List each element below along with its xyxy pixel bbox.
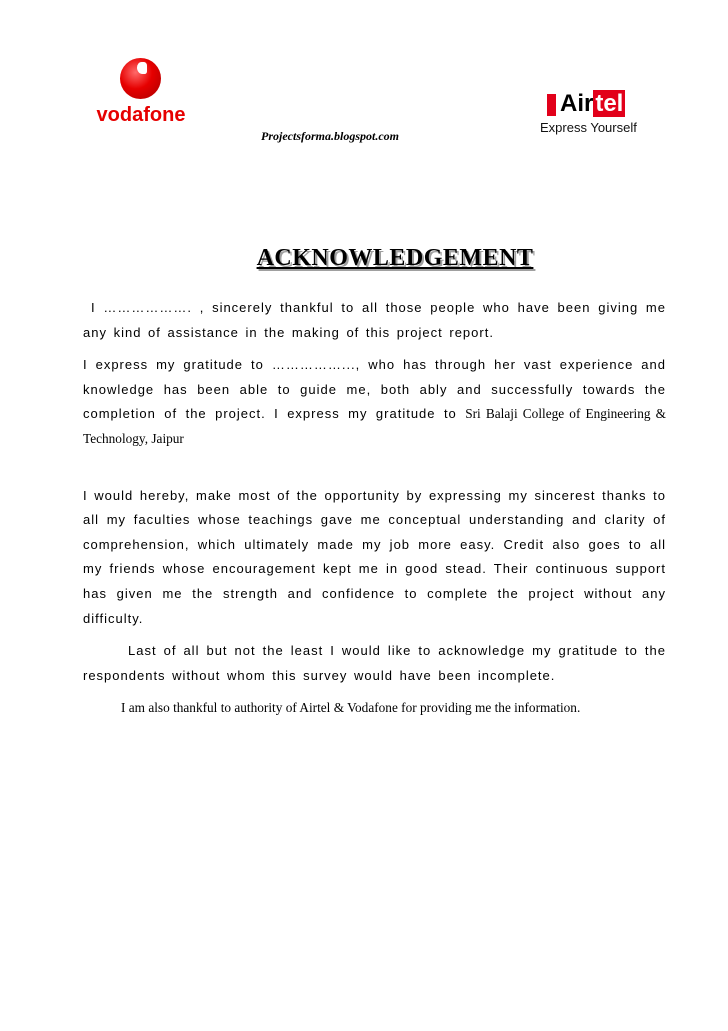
vodafone-logo	[90, 58, 192, 133]
paragraph-guide-text: I express my gratitude to ……………..., who has through her vast experience and knowledge has been able to guide me, both ably and successfully towards the completion of the project. I express my gratitude to	[83, 357, 666, 422]
site-url: Projectsforma.blogspot.com	[261, 129, 399, 143]
airtel-tagline: Express Yourself	[540, 120, 637, 135]
college-name: Sri Balaji College of Engineering & Technology, Jaipur	[83, 406, 667, 446]
page-title: ACKNOWLEDGEMENT	[256, 245, 534, 271]
acknowledgement-body	[83, 296, 666, 721]
paragraph-authority: I am also thankful to authority of Airtel & Vodafone for providing me the information.	[121, 700, 581, 716]
vodafone-speechmark-icon	[120, 58, 161, 99]
airtel-logo-text: Airtel	[560, 90, 624, 117]
vodafone-logo-text: vodafone	[96, 104, 186, 126]
airtel-mark-icon	[547, 94, 556, 116]
airtel-logo	[539, 88, 647, 138]
paragraph-respondents: Last of all but not the least I would like to acknowledge my gratitude to the respondents without whom this survey would have been incomplete.	[83, 643, 666, 683]
paragraph-guide	[83, 353, 666, 451]
page-title-wrapper	[0, 245, 728, 272]
paragraph-thanks: I ………………. , sincerely thankful to all those people who have been giving me any kind of assistance in the making of this project report.	[83, 300, 666, 340]
paragraph-faculty: I would hereby, make most of the opportunity by expressing my sincerest thanks to all my faculties whose teachings gave me conceptual understanding and clarity of comprehension, which ultimately made my job more easy. Credit also goes to all my friends whose encouragement kept me in good stead. Their continuous support has given me the strength and confidence to complete the project without any difficulty.	[83, 487, 666, 626]
